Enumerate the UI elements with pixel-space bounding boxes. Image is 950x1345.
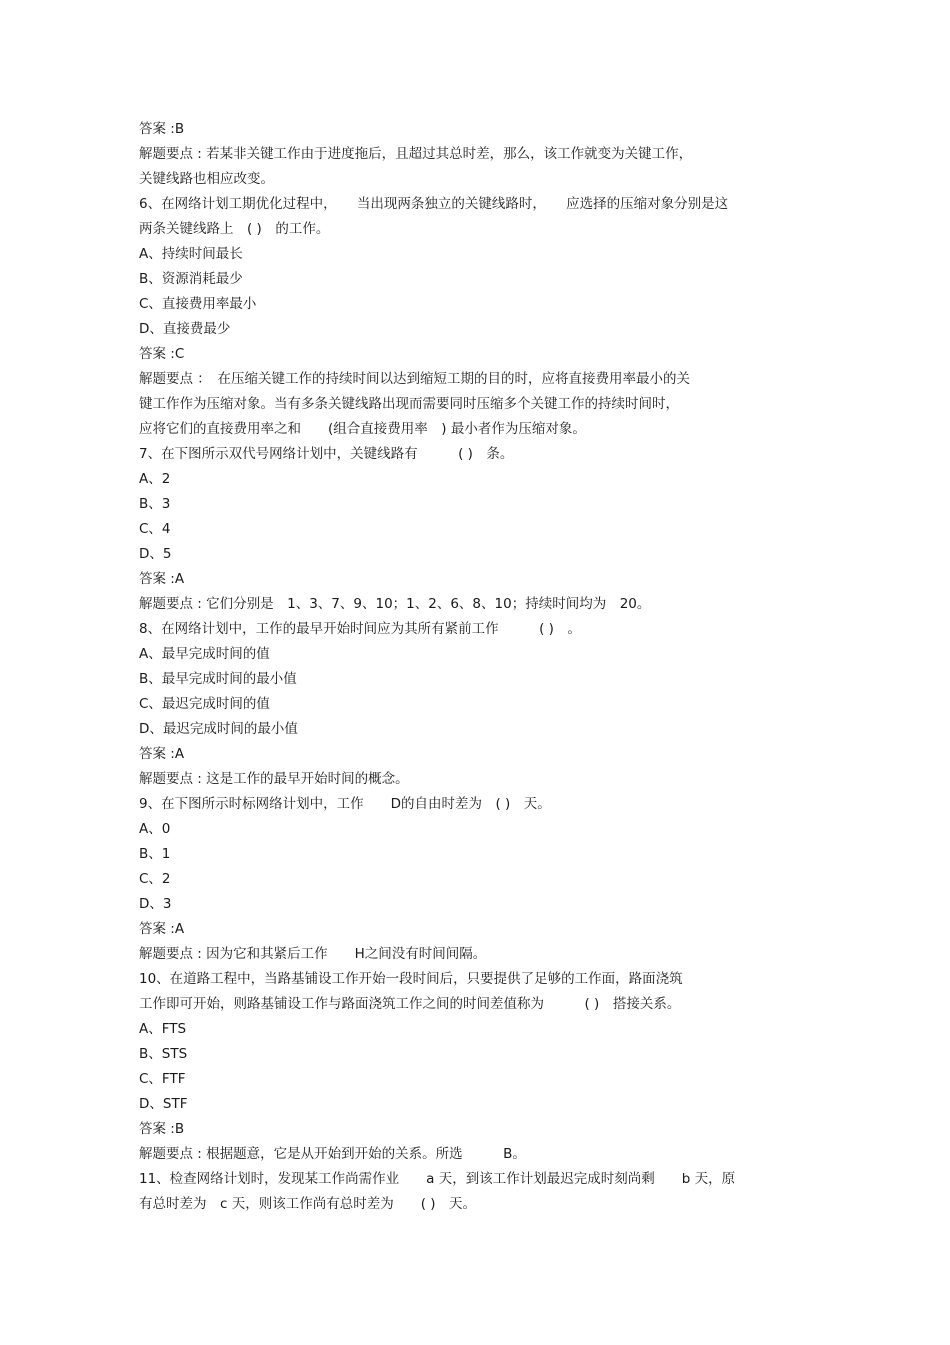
text-line: A、最早完成时间的值 xyxy=(139,646,270,662)
text-line: 关键线路也相应改变。 xyxy=(139,171,274,187)
text-line: C、直接费用率最小 xyxy=(139,296,257,312)
text-line: D、3 xyxy=(139,896,172,912)
text-line: 解题要点 : 若某非关键工作由于进度拖后，且超过其总时差，那么，该工作就变为关键工作， xyxy=(139,146,693,162)
text-line: 应将它们的直接费用率之和 (组合直接费用率 ) 最小者作为压缩对象。 xyxy=(139,421,586,437)
text-line: 答案 :A xyxy=(139,921,185,937)
question-text-body xyxy=(139,117,819,1217)
text-line: B、资源消耗最少 xyxy=(139,271,243,287)
text-line: 两条关键线路上 ( ) 的工作。 xyxy=(139,221,330,237)
text-line: 解题要点 : 它们分别是 1、3、7、9、10；1、2、6、8、10；持续时间均为 20。 xyxy=(139,596,651,612)
text-line: 6、在网络计划工期优化过程中， 当出现两条独立的关键线路时， 应选择的压缩对象分别是这 xyxy=(139,196,729,212)
text-line: 键工作作为压缩对象。当有多条关键线路出现而需要同时压缩多个关键工作的持续时间时， xyxy=(139,396,679,412)
text-line: 解题要点 : 因为它和其紧后工作 H之间没有时间间隔。 xyxy=(139,946,487,962)
text-line: C、FTF xyxy=(139,1071,186,1087)
text-line: C、2 xyxy=(139,871,171,887)
text-line: 解题要点 ： 在压缩关键工作的持续时间以达到缩短工期的目的时，应将直接费用率最小的关 xyxy=(139,371,691,387)
text-line: A、FTS xyxy=(139,1021,187,1037)
text-line: B、最早完成时间的最小值 xyxy=(139,671,297,687)
text-line: B、3 xyxy=(139,496,171,512)
text-line: 答案 :B xyxy=(139,121,185,137)
text-line: 9、在下图所示时标网络计划中，工作 D的自由时差为 ( ) 天。 xyxy=(139,796,551,812)
text-line: D、直接费最少 xyxy=(139,321,231,337)
text-line: 答案 :C xyxy=(139,346,185,362)
text-line: C、4 xyxy=(139,521,171,537)
text-line: 7、在下图所示双代号网络计划中，关键线路有 ( ) 条。 xyxy=(139,446,514,462)
text-line: B、1 xyxy=(139,846,171,862)
text-line: C、最迟完成时间的值 xyxy=(139,696,270,712)
text-line: 答案 :A xyxy=(139,571,185,587)
text-line: 解题要点 : 根据题意，它是从开始到开始的关系。所选 B。 xyxy=(139,1146,526,1162)
text-line: D、最迟完成时间的最小值 xyxy=(139,721,298,737)
text-line: 8、在网络计划中，工作的最早开始时间应为其所有紧前工作 ( ) 。 xyxy=(139,621,581,637)
text-line: 答案 :B xyxy=(139,1121,185,1137)
text-line: 11、检查网络计划时，发现某工作尚需作业 a 天，到该工作计划最迟完成时刻尚剩 b 天，原 xyxy=(139,1171,736,1187)
text-line: D、5 xyxy=(139,546,172,562)
text-line: 工作即可开始，则路基铺设工作与路面浇筑工作之间的时间差值称为 ( ) 搭接关系。 xyxy=(139,996,681,1012)
text-line: A、2 xyxy=(139,471,171,487)
text-line: 解题要点 : 这是工作的最早开始时间的概念。 xyxy=(139,771,409,787)
text-line: A、持续时间最长 xyxy=(139,246,243,262)
text-line: 有总时差为 c 天，则该工作尚有总时差为 ( ) 天。 xyxy=(139,1196,477,1212)
text-line: D、STF xyxy=(139,1096,188,1112)
text-line: A、0 xyxy=(139,821,171,837)
text-line: B、STS xyxy=(139,1046,188,1062)
text-line: 答案 :A xyxy=(139,746,185,762)
text-line: 10、在道路工程中，当路基铺设工作开始一段时间后，只要提供了足够的工作面，路面浇筑 xyxy=(139,971,683,987)
